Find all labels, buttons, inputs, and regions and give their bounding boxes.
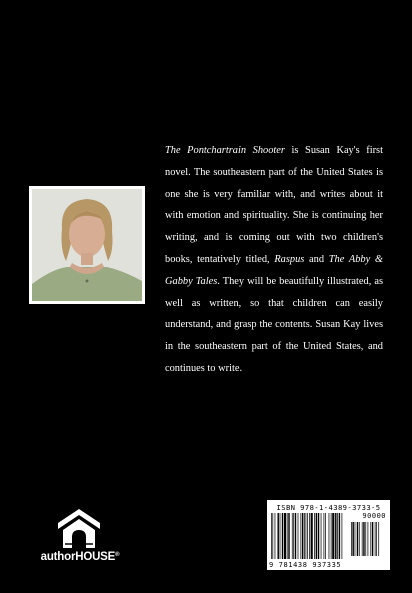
- bio-text-2: and: [304, 253, 329, 265]
- bio-text-1: is Susan Kay's first novel. The southeastern part of the United States is one she is very familiar with, and writes about it with emotion and spirituality. She is continuing her writing, and is coming out with two children's books, tentatively titled,: [165, 145, 383, 265]
- bio-title-raspus: Raspus: [274, 253, 305, 265]
- author-photo: [32, 189, 142, 301]
- isbn-barcode: [267, 500, 390, 570]
- author-photo-frame: [29, 186, 145, 304]
- house-icon: [55, 506, 103, 550]
- publisher-name: authorHOUSE®: [40, 551, 120, 563]
- price-code: 90000: [362, 512, 386, 520]
- ean-number: 9 781438 937335: [269, 561, 342, 569]
- bio-title-abby-gabby: The Abby & Gabby Tales: [165, 253, 383, 287]
- bio-title-novel: The Pontchartrain Shooter: [165, 145, 285, 156]
- bio-text-3: . They will be beautifully illustrated, as well as written, so that children can easily understand, and grasp the contents. Susan Kay lives in the southeastern part of the United States, and continues to write.: [165, 275, 383, 374]
- author-bio: [165, 140, 383, 380]
- ean-barcode-bars: [271, 513, 343, 561]
- isbn-text: ISBN 978-1-4389-3733-5: [276, 503, 381, 512]
- price-barcode-bars: [351, 522, 385, 558]
- publisher-logo: [40, 506, 118, 572]
